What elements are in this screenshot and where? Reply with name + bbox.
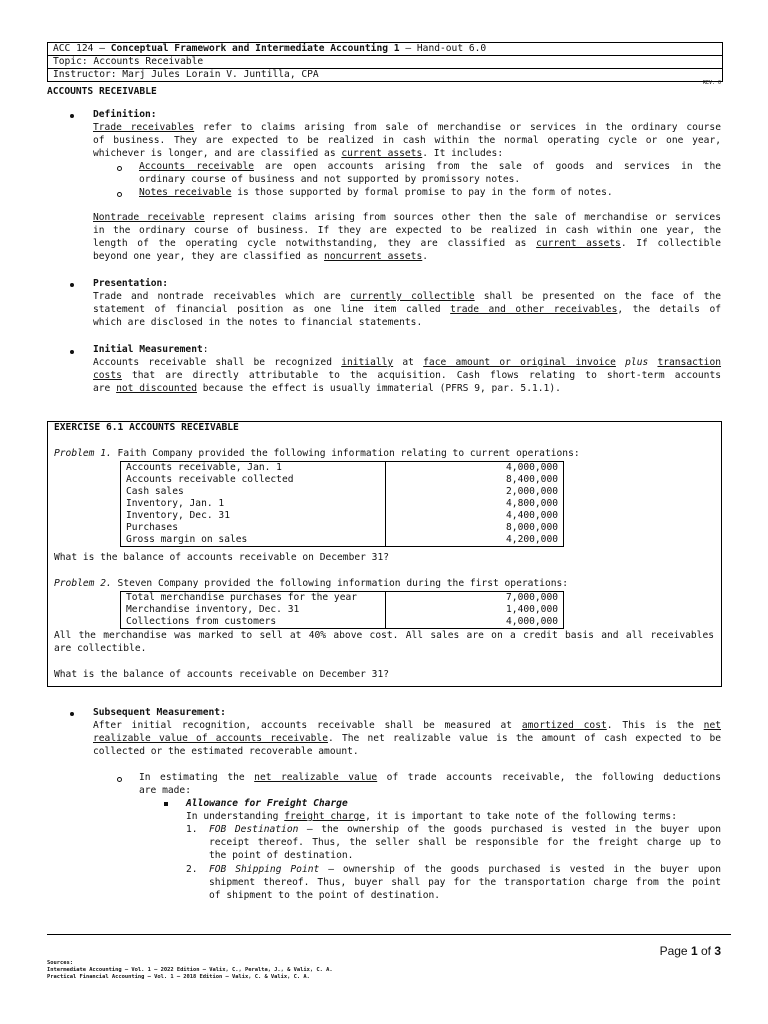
problem-2-intro: Problem 2. Steven Company provided the following information during the first operations: xyxy=(54,578,569,589)
table-row xyxy=(121,486,564,498)
row-label: Gross margin on sales xyxy=(121,534,386,547)
freight-block xyxy=(186,798,721,908)
row-value: 4,200,000 xyxy=(386,534,564,547)
course-title: Conceptual Framework and Intermediate Accounting 1 xyxy=(110,43,400,54)
nontrade-line: Nontrade receivable represent claims arising from sources other then the sale of merchandise or services xyxy=(93,212,721,223)
row-label: Merchandise inventory, Dec. 31 xyxy=(121,604,386,616)
square-bullet-icon xyxy=(164,802,168,806)
presentation-line: statement of financial position as one line item called trade and other receivables, the details of xyxy=(93,304,721,315)
circle-bullet-icon xyxy=(117,777,122,782)
source-line: Intermediate Accounting – Vol. 1 – 2022 Edition – Valix, C., Peralta, J., & Valix, C. A. xyxy=(47,967,333,973)
section-title: ACCOUNTS RECEIVABLE xyxy=(47,86,157,97)
subsequent-block xyxy=(93,707,721,761)
row-value: 2,000,000 xyxy=(386,486,564,498)
subsequent-line: collected or the estimated recoverable amount. xyxy=(93,746,359,757)
term-trade-receivables: Trade receivables xyxy=(93,122,195,133)
row-label: Inventory, Dec. 31 xyxy=(121,510,386,522)
subitem-line: ordinary course of business and not supported by promissory notes. xyxy=(139,174,521,185)
definition-subitems xyxy=(139,161,721,201)
row-value: 4,800,000 xyxy=(386,498,564,510)
subitem-line: Accounts receivable are open accounts arising from the sale of goods and services in the xyxy=(139,161,721,172)
table-row xyxy=(121,462,564,475)
row-label: Accounts receivable collected xyxy=(121,474,386,486)
subitem-line: Notes receivable is those supported by formal promise to pay in the form of notes. xyxy=(139,187,613,198)
bullet-icon xyxy=(70,114,74,118)
row-label: Total merchandise purchases for the year xyxy=(121,592,386,605)
header-instructor: Instructor: Marj Jules Lorain V. Juntilla, CPA xyxy=(48,68,722,81)
initial-line: Accounts receivable shall be recognized initially at face amount or original invoice plus transaction xyxy=(93,357,722,368)
fob-line: FOB Shipping Point – ownership of the goods purchased is vested in the buyer upon xyxy=(209,864,721,875)
table-row xyxy=(121,474,564,486)
item-number: 2. xyxy=(186,864,198,875)
fob-line: receipt thereof. Thus, the seller shall be responsible for the freight charge up to xyxy=(209,837,721,848)
fob-line: the point of destination. xyxy=(209,850,354,861)
table-row xyxy=(121,604,564,616)
header-topic: Topic: Accounts Receivable xyxy=(48,55,722,68)
footer-divider xyxy=(47,934,731,935)
table-row xyxy=(121,592,564,605)
subsequent-line: After initial recognition, accounts receivable shall be measured at amortized cost. This is the net xyxy=(93,720,721,731)
exercise-box xyxy=(47,421,722,687)
row-label: Collections from customers xyxy=(121,616,386,629)
header-course-row xyxy=(48,43,722,55)
row-value: 7,000,000 xyxy=(386,592,564,605)
problem-1-question: What is the balance of accounts receivable on December 31? xyxy=(54,552,390,563)
initial-line: costs that are directly attributable to the acquisition. Cash flows relating to short-term accounts xyxy=(93,370,721,381)
revision-label: REV: 0 xyxy=(702,80,721,86)
fob-line: shipment thereof. Thus, buyer shall pay for the transportation charge from the point xyxy=(209,877,721,888)
definition-line: Trade receivables refer to claims arising from sale of merchandise or services in the ordinary course xyxy=(93,122,721,133)
bullet-icon xyxy=(70,712,74,716)
nrv-subitem xyxy=(139,772,721,800)
page-number: Page 1 of 3 xyxy=(659,944,721,958)
subsequent-line: realizable value of accounts receivable. The net realizable value is the amount of cash expected to be xyxy=(93,733,722,744)
source-line: Practical Financial Accounting – Vol. 1 – 2018 Edition – Valix, C. & Valix, C. A. xyxy=(47,974,310,980)
definition-line: whichever is longer, and are classified as current assets. It includes: xyxy=(93,148,504,159)
row-value: 1,400,000 xyxy=(386,604,564,616)
problem-1-intro: Problem 1. Faith Company provided the following information relating to current operations: xyxy=(54,448,580,459)
presentation-line: Trade and nontrade receivables which are currently collectible shall be presented on the face of the xyxy=(93,291,721,302)
table-row xyxy=(121,534,564,547)
fob-line: FOB Destination – the ownership of the goods purchased is vested in the buyer upon xyxy=(209,824,721,835)
term-accounts-receivable: Accounts receivable xyxy=(139,161,255,172)
term-nontrade-receivable: Nontrade receivable xyxy=(93,212,205,223)
row-value: 4,000,000 xyxy=(386,616,564,629)
row-value: 4,000,000 xyxy=(386,462,564,475)
row-label: Inventory, Jan. 1 xyxy=(121,498,386,510)
problem-2-question: What is the balance of accounts receivable on December 31? xyxy=(54,669,390,680)
presentation-block xyxy=(93,278,721,332)
bullet-icon xyxy=(70,350,74,354)
row-value: 4,400,000 xyxy=(386,510,564,522)
nrv-line: In estimating the net realizable value of trade accounts receivable, the following deductions xyxy=(139,772,721,783)
initial-line: are not discounted because the effect is usually immaterial (PFRS 9, par. 5.1.1). xyxy=(93,383,561,394)
definition-heading: Definition: xyxy=(93,109,157,120)
subsequent-heading: Subsequent Measurement: xyxy=(93,707,226,718)
definition-line: of business. They are expected to be realized in cash within the normal operating cycle or one year, xyxy=(93,135,721,146)
row-value: 8,400,000 xyxy=(386,474,564,486)
problem-2-note: All the merchandise was marked to sell at 40% above cost. All sales are on a credit basis and all receivables xyxy=(54,630,714,641)
circle-bullet-icon xyxy=(117,192,122,197)
table-row xyxy=(121,510,564,522)
bullet-icon xyxy=(70,283,74,287)
row-label: Cash sales xyxy=(121,486,386,498)
table-row xyxy=(121,498,564,510)
sources-label: Sources: xyxy=(47,960,73,966)
handout-number: – Hand-out 6.0 xyxy=(399,43,487,54)
initial-heading: Initial Measurement: xyxy=(93,344,209,355)
fob-line: of shipment to the point of destination. xyxy=(209,890,441,901)
circle-bullet-icon xyxy=(117,166,122,171)
problem-1-table xyxy=(120,461,564,547)
presentation-heading: Presentation: xyxy=(93,278,169,289)
row-label: Purchases xyxy=(121,522,386,534)
course-code: ACC 124 – xyxy=(53,43,111,54)
exercise-title: EXERCISE 6.1 ACCOUNTS RECEIVABLE xyxy=(54,422,239,433)
table-row xyxy=(121,522,564,534)
nrv-line: are made: xyxy=(139,785,191,796)
nontrade-line: in the ordinary course of business. If they are expected to be realized in cash within one year, the xyxy=(93,225,721,236)
header-box xyxy=(47,42,723,82)
problem-2-note: are collectible. xyxy=(54,643,147,654)
freight-line: In understanding freight charge, it is important to take note of the following terms: xyxy=(186,811,677,822)
presentation-line: which are disclosed in the notes to financial statements. xyxy=(93,317,423,328)
nontrade-block xyxy=(93,212,721,266)
term-notes-receivable: Notes receivable xyxy=(139,187,232,198)
allowance-heading: Allowance for Freight Charge xyxy=(186,798,348,809)
problem-2-table xyxy=(120,591,564,629)
table-row xyxy=(121,616,564,629)
nontrade-line: beyond one year, they are classified as noncurrent assets. xyxy=(93,251,429,262)
row-label: Accounts receivable, Jan. 1 xyxy=(121,462,386,475)
nontrade-line: length of the operating cycle notwithstanding, they are classified as current assets. If collectible xyxy=(93,238,721,249)
initial-measurement-block xyxy=(93,344,721,398)
row-value: 8,000,000 xyxy=(386,522,564,534)
item-number: 1. xyxy=(186,824,198,835)
